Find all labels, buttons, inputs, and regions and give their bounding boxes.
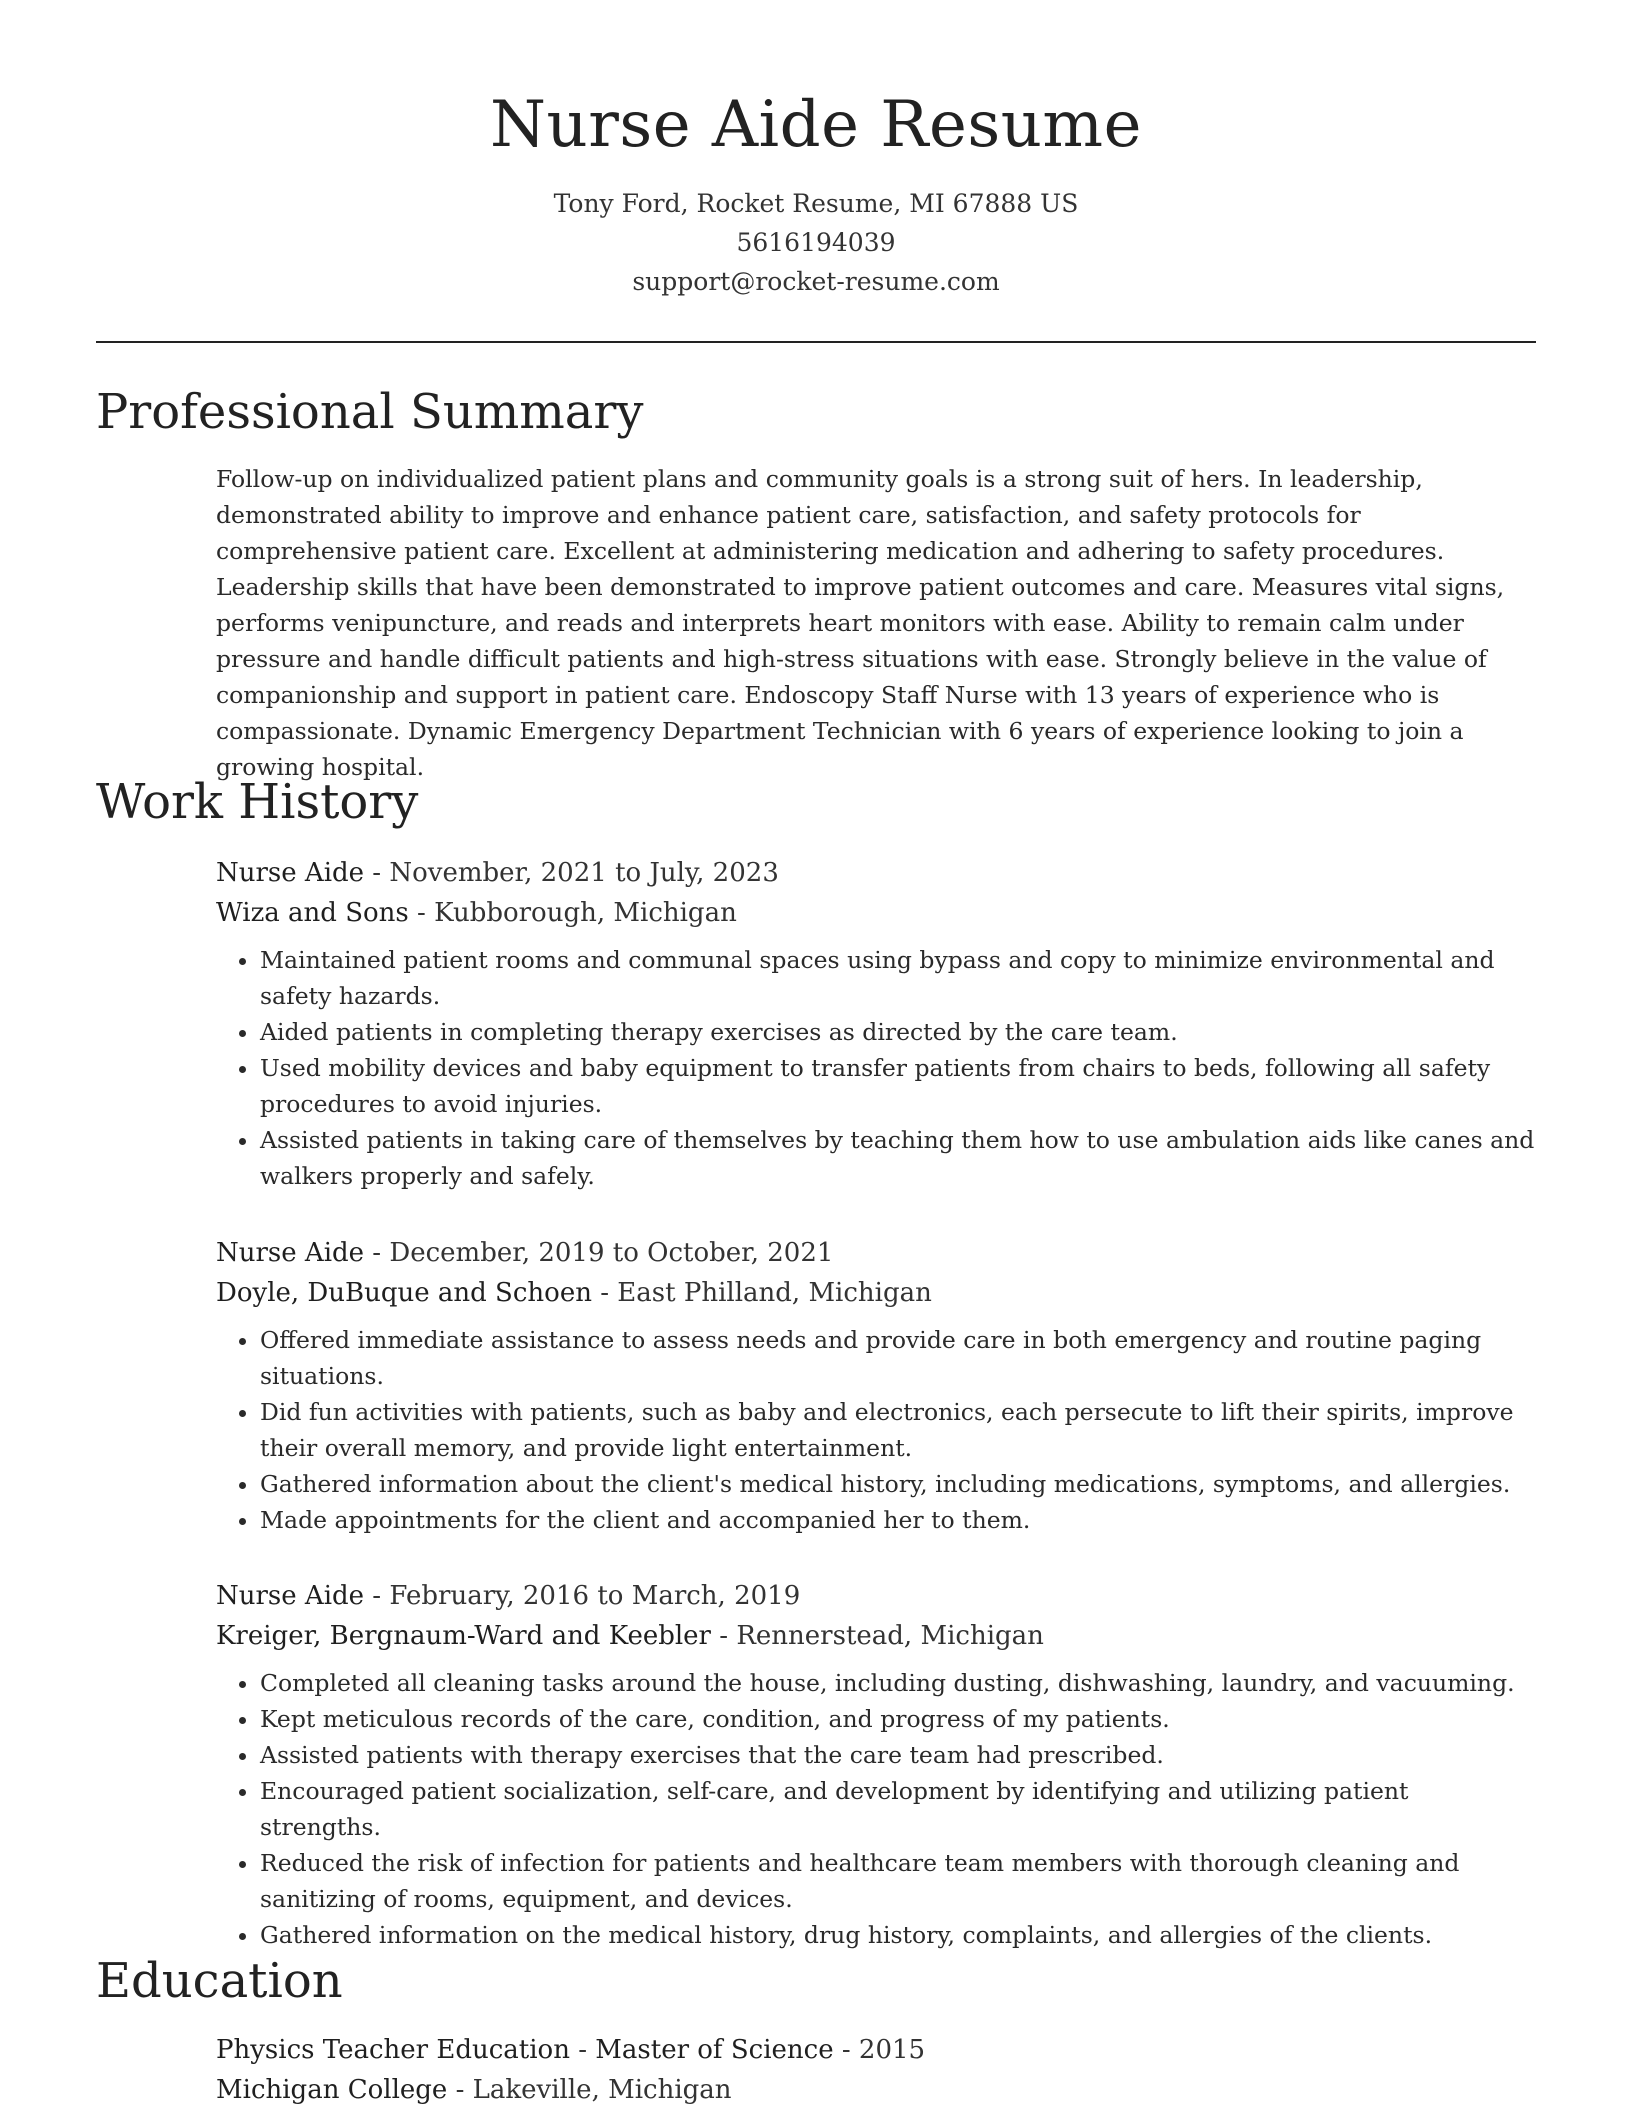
separator: -	[364, 1238, 390, 1268]
separator: -	[569, 2035, 596, 2065]
separator: -	[447, 2075, 473, 2105]
separator: -	[833, 2035, 859, 2065]
job-entry	[216, 853, 1536, 1194]
job-title-line	[216, 1576, 1536, 1616]
header-divider	[96, 341, 1536, 343]
separator: -	[591, 1278, 618, 1308]
separator: -	[364, 858, 390, 888]
job-title-line	[216, 853, 1536, 893]
duty-item: • Assisted patients in taking care of themselves by teaching them how to use ambulation aids like canes and walkers properly and safely.	[260, 1122, 1536, 1194]
summary-heading: Professional Summary	[96, 384, 644, 440]
job-dates: February, 2016 to March, 2019	[389, 1581, 801, 1611]
job-company-line	[216, 1273, 1536, 1313]
job-title: Nurse Aide	[216, 1581, 365, 1611]
duty-item: • Maintained patient rooms and communal spaces using bypass and copy to minimize environmental and safety hazards.	[260, 942, 1536, 1014]
job-title: Nurse Aide	[216, 858, 365, 888]
work-history-heading: Work History	[96, 774, 419, 830]
job-duties-list	[216, 942, 1536, 1194]
education-school-line	[216, 2070, 1536, 2110]
education-field: Physics Teacher Education	[216, 2035, 570, 2065]
job-entry	[216, 1233, 1536, 1538]
separator: -	[711, 1621, 737, 1651]
job-company-line	[216, 893, 1536, 933]
job-dates: November, 2021 to July, 2023	[389, 858, 779, 888]
job-title: Nurse Aide	[216, 1238, 365, 1268]
summary-text: Follow-up on individualized patient plans and community goals is a strong suit of hers. In leadership, demonstrated ability to improve and enhance patient care, satisfaction, and safety protocols for comprehensive patient care. Excellent at administering medication and adhering to safety procedures. Leadership skills that have been demonstrated to improve patient outcomes and care. Measures vital signs, performs venipuncture, and reads and interprets heart monitors with ease. Ability to remain calm under pressure and handle difficult patients and high-stress situations with ease. Strongly believe in the value of companionship and support in patient care. Endoscopy Staff Nurse with 13 years of experience who is compassionate. Dynamic Emergency Department Technician with 6 years of experience looking to join a growing hospital.	[216, 465, 1505, 781]
contact-phone: 5616194039	[736, 228, 896, 257]
job-duties-list	[216, 1322, 1536, 1538]
education-heading: Education	[96, 1953, 343, 2009]
education-degree: Master of Science	[595, 2035, 834, 2065]
duty-item: • Used mobility devices and baby equipment to transfer patients from chairs to beds, following all safety procedures to avoid injuries.	[260, 1050, 1536, 1122]
duty-item: • Completed all cleaning tasks around the house, including dusting, dishwashing, laundry, and vacuuming.	[260, 1665, 1536, 1701]
job-dates: December, 2019 to October, 2021	[389, 1238, 834, 1268]
education-school: Michigan College	[216, 2075, 448, 2105]
job-company: Kreiger, Bergnaum-Ward and Keebler	[216, 1621, 711, 1651]
separator: -	[408, 898, 435, 928]
resume-header	[96, 80, 1536, 301]
duty-item: • Encouraged patient socialization, self-care, and development by identifying and utilizing patient strengths.	[260, 1773, 1536, 1845]
education-location: Lakeville, Michigan	[472, 2075, 732, 2105]
duty-item: • Reduced the risk of infection for patients and healthcare team members with thorough cleaning and sanitizing of rooms, equipment, and devices.	[260, 1845, 1536, 1917]
job-duties-list	[216, 1665, 1536, 1953]
duty-item: • Aided patients in completing therapy exercises as directed by the care team.	[260, 1014, 1536, 1050]
summary-section	[216, 461, 1536, 785]
resume-title: Nurse Aide Resume	[490, 88, 1142, 162]
duty-item: • Kept meticulous records of the care, condition, and progress of my patients.	[260, 1701, 1536, 1737]
contact-address: Tony Ford, Rocket Resume, MI 67888 US	[553, 189, 1079, 218]
job-location: Kubborough, Michigan	[434, 898, 737, 928]
job-title-line	[216, 1233, 1536, 1273]
duty-item: • Offered immediate assistance to assess needs and provide care in both emergency and routine paging situations.	[260, 1322, 1536, 1394]
education-year: 2015	[858, 2035, 926, 2065]
job-entry	[216, 1576, 1536, 1953]
job-company: Doyle, DuBuque and Schoen	[216, 1278, 592, 1308]
job-location: East Philland, Michigan	[617, 1278, 932, 1308]
contact-email: support@rocket-resume.com	[632, 267, 1000, 296]
job-company-line	[216, 1616, 1536, 1656]
separator: -	[364, 1581, 390, 1611]
duty-item: • Made appointments for the client and accompanied her to them.	[260, 1502, 1536, 1538]
education-degree-line	[216, 2030, 1536, 2070]
job-company: Wiza and Sons	[216, 898, 409, 928]
duty-item: • Gathered information about the client's medical history, including medications, symptoms, and allergies.	[260, 1466, 1536, 1502]
duty-item: • Assisted patients with therapy exercises that the care team had prescribed.	[260, 1737, 1536, 1773]
job-location: Rennerstead, Michigan	[736, 1621, 1044, 1651]
education-entry	[216, 2030, 1536, 2110]
duty-item: • Gathered information on the medical history, drug history, complaints, and allergies of the clients.	[260, 1917, 1536, 1953]
duty-item: • Did fun activities with patients, such as baby and electronics, each persecute to lift their spirits, improve their overall memory, and provide light entertainment.	[260, 1394, 1536, 1466]
